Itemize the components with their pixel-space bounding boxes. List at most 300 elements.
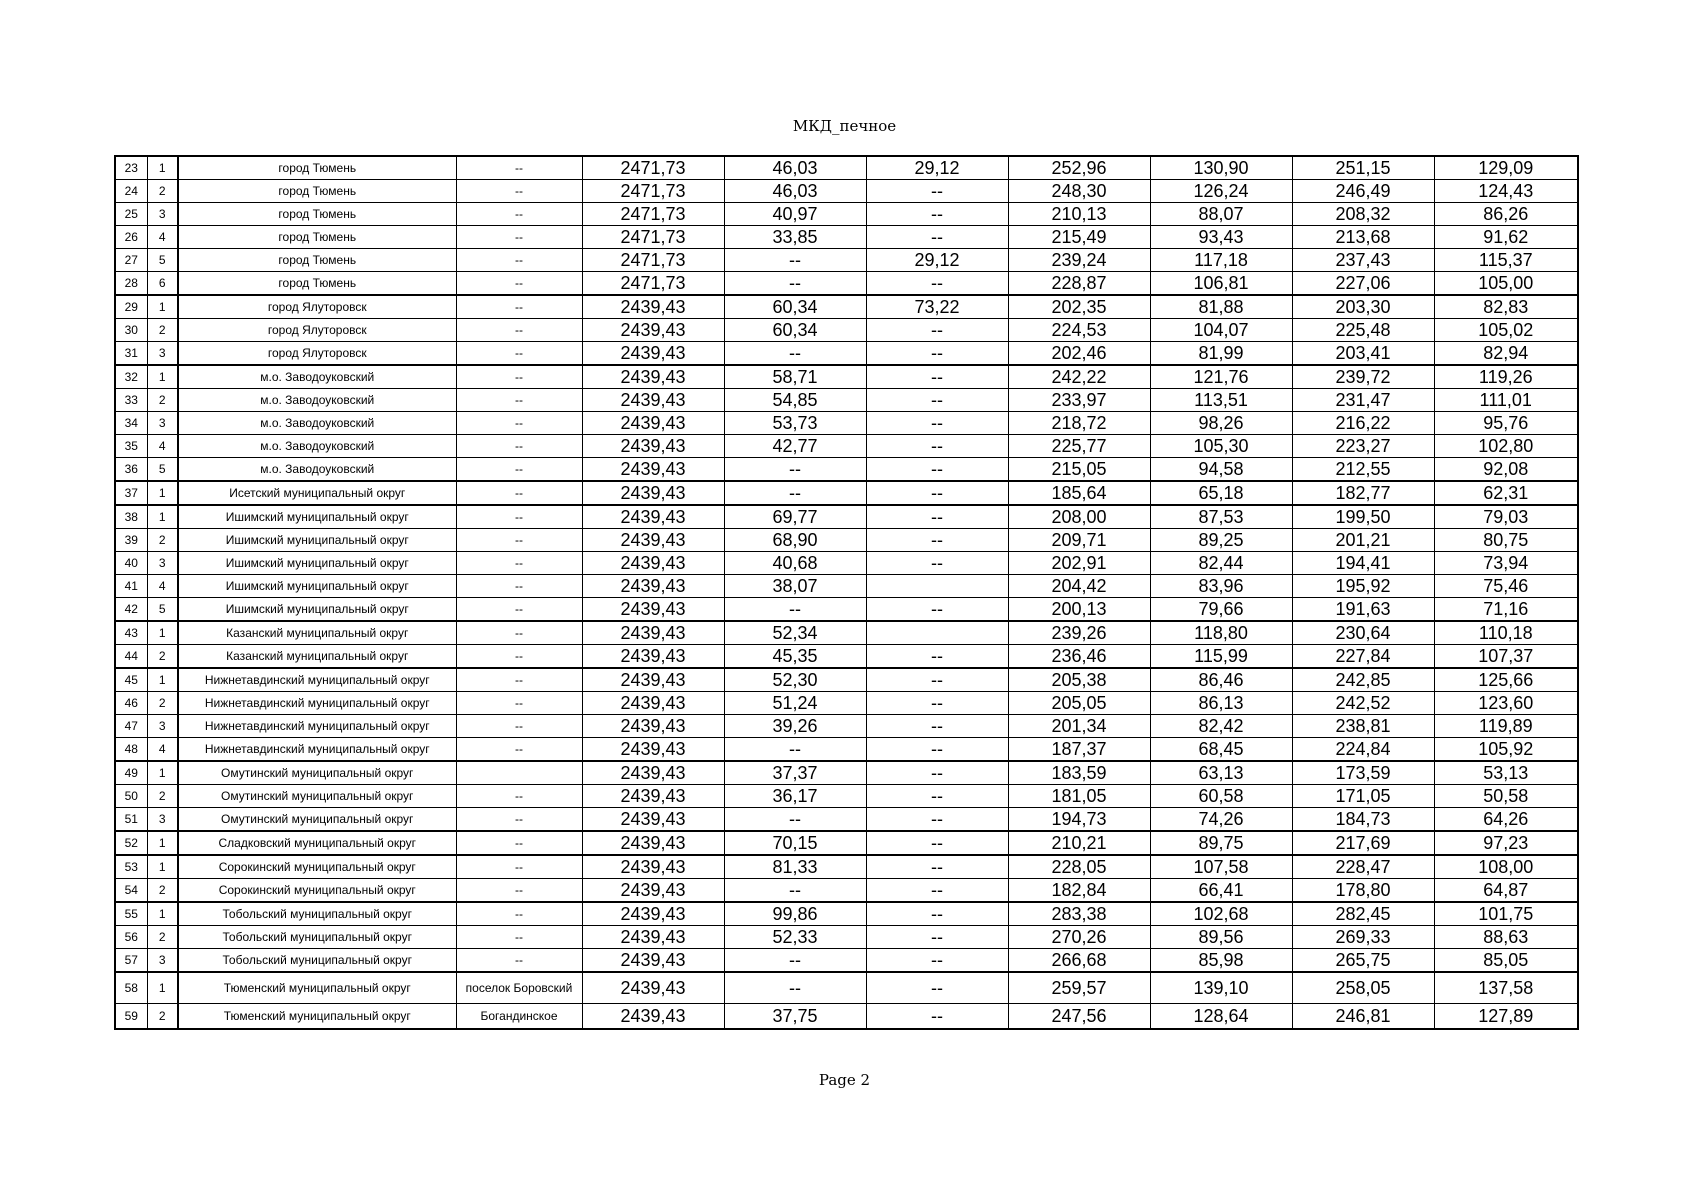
table-row (115, 249, 1578, 272)
value-cell: 80,75 (1434, 529, 1578, 552)
value-cell: 115,99 (1150, 645, 1292, 669)
settlement-cell: -- (456, 203, 582, 226)
value-cell: 2439,43 (582, 319, 724, 342)
value-cell: 242,22 (1008, 365, 1150, 389)
sub-number-cell: 2 (147, 180, 178, 203)
value-cell: 99,86 (724, 902, 866, 926)
value-cell: 201,21 (1292, 529, 1434, 552)
value-cell: 126,24 (1150, 180, 1292, 203)
value-cell: 2439,43 (582, 505, 724, 529)
value-cell: 130,90 (1150, 156, 1292, 180)
value-cell: 187,37 (1008, 738, 1150, 762)
value-cell: 218,72 (1008, 412, 1150, 435)
value-cell: 68,90 (724, 529, 866, 552)
value-cell: 246,81 (1292, 1004, 1434, 1030)
settlement-cell: -- (456, 249, 582, 272)
municipality-cell: Ишимский муниципальный округ (178, 529, 456, 552)
sub-number-cell: 2 (147, 389, 178, 412)
settlement-cell: -- (456, 295, 582, 319)
table-row (115, 692, 1578, 715)
settlement-cell: поселок Боровский (456, 972, 582, 1004)
value-cell: 2471,73 (582, 272, 724, 296)
value-cell: 237,43 (1292, 249, 1434, 272)
value-cell: 227,84 (1292, 645, 1434, 669)
municipality-cell: город Тюмень (178, 156, 456, 180)
sub-number-cell: 5 (147, 458, 178, 482)
table-row (115, 598, 1578, 622)
table-row (115, 272, 1578, 296)
value-cell: 82,44 (1150, 552, 1292, 575)
value-cell: 81,33 (724, 855, 866, 879)
municipality-cell: Казанский муниципальный округ (178, 621, 456, 645)
value-cell: -- (866, 972, 1008, 1004)
row-number-cell: 45 (115, 668, 147, 692)
value-cell: 119,26 (1434, 365, 1578, 389)
value-cell: 86,46 (1150, 668, 1292, 692)
value-cell: 269,33 (1292, 926, 1434, 949)
value-cell: 64,26 (1434, 808, 1578, 832)
value-cell: 128,64 (1150, 1004, 1292, 1030)
value-cell: 139,10 (1150, 972, 1292, 1004)
value-cell: 29,12 (866, 249, 1008, 272)
value-cell: 203,41 (1292, 342, 1434, 366)
value-cell: -- (866, 1004, 1008, 1030)
value-cell: 2439,43 (582, 458, 724, 482)
value-cell: 181,05 (1008, 785, 1150, 808)
sub-number-cell: 3 (147, 203, 178, 226)
value-cell: 2439,43 (582, 879, 724, 903)
value-cell: -- (724, 879, 866, 903)
value-cell: 2439,43 (582, 481, 724, 505)
value-cell: 228,05 (1008, 855, 1150, 879)
value-cell: 215,49 (1008, 226, 1150, 249)
value-cell: 89,25 (1150, 529, 1292, 552)
value-cell: 52,33 (724, 926, 866, 949)
value-cell: 115,37 (1434, 249, 1578, 272)
municipality-cell: Тобольский муниципальный округ (178, 949, 456, 973)
value-cell: 37,37 (724, 761, 866, 785)
value-cell: -- (724, 458, 866, 482)
sub-number-cell: 4 (147, 738, 178, 762)
sub-number-cell: 1 (147, 855, 178, 879)
value-cell: 208,32 (1292, 203, 1434, 226)
value-cell: -- (724, 808, 866, 832)
value-cell: 2471,73 (582, 226, 724, 249)
value-cell: 121,76 (1150, 365, 1292, 389)
value-cell: 2439,43 (582, 738, 724, 762)
value-cell: 60,34 (724, 295, 866, 319)
value-cell: 102,68 (1150, 902, 1292, 926)
value-cell: 258,05 (1292, 972, 1434, 1004)
page-number: Page 2 (818, 1071, 871, 1089)
value-cell: 2439,43 (582, 926, 724, 949)
settlement-cell: -- (456, 319, 582, 342)
settlement-cell: -- (456, 879, 582, 903)
value-cell: -- (866, 738, 1008, 762)
municipality-cell: Ишимский муниципальный округ (178, 598, 456, 622)
row-number-cell: 50 (115, 785, 147, 808)
municipality-cell: Тобольский муниципальный округ (178, 902, 456, 926)
table-row (115, 761, 1578, 785)
value-cell: 224,53 (1008, 319, 1150, 342)
table-row (115, 342, 1578, 366)
municipality-cell: город Тюмень (178, 249, 456, 272)
value-cell: -- (866, 855, 1008, 879)
settlement-cell: -- (456, 156, 582, 180)
value-cell: 224,84 (1292, 738, 1434, 762)
settlement-cell: -- (456, 926, 582, 949)
value-cell: -- (866, 761, 1008, 785)
settlement-cell: -- (456, 598, 582, 622)
value-cell: 86,26 (1434, 203, 1578, 226)
value-cell: 88,07 (1150, 203, 1292, 226)
value-cell: 173,59 (1292, 761, 1434, 785)
value-cell: 106,81 (1150, 272, 1292, 296)
value-cell: 108,00 (1434, 855, 1578, 879)
sub-number-cell: 1 (147, 156, 178, 180)
value-cell: 2471,73 (582, 156, 724, 180)
sub-number-cell: 5 (147, 249, 178, 272)
value-cell: -- (866, 879, 1008, 903)
value-cell: 195,92 (1292, 575, 1434, 598)
value-cell: 2439,43 (582, 575, 724, 598)
value-cell: 85,98 (1150, 949, 1292, 973)
value-cell: -- (866, 272, 1008, 296)
value-cell: 182,84 (1008, 879, 1150, 903)
settlement-cell: -- (456, 180, 582, 203)
value-cell: -- (724, 272, 866, 296)
value-cell: -- (724, 342, 866, 366)
value-cell: 129,09 (1434, 156, 1578, 180)
sub-number-cell: 4 (147, 575, 178, 598)
value-cell: 2439,43 (582, 621, 724, 645)
value-cell: 228,47 (1292, 855, 1434, 879)
value-cell: 2439,43 (582, 972, 724, 1004)
table-row (115, 949, 1578, 973)
value-cell: 182,77 (1292, 481, 1434, 505)
value-cell: -- (866, 715, 1008, 738)
value-cell: -- (866, 458, 1008, 482)
table-row (115, 319, 1578, 342)
value-cell: 227,06 (1292, 272, 1434, 296)
municipality-cell: город Тюмень (178, 226, 456, 249)
sub-number-cell: 1 (147, 668, 178, 692)
value-cell: -- (724, 481, 866, 505)
sub-number-cell: 1 (147, 831, 178, 855)
value-cell: 191,63 (1292, 598, 1434, 622)
value-cell: 231,47 (1292, 389, 1434, 412)
sub-number-cell: 1 (147, 761, 178, 785)
municipality-cell: Омутинский муниципальный округ (178, 785, 456, 808)
settlement-cell: -- (456, 692, 582, 715)
settlement-cell: -- (456, 785, 582, 808)
value-cell: 239,24 (1008, 249, 1150, 272)
row-number-cell: 51 (115, 808, 147, 832)
value-cell: 2439,43 (582, 949, 724, 973)
row-number-cell: 31 (115, 342, 147, 366)
value-cell: 60,58 (1150, 785, 1292, 808)
table-row (115, 203, 1578, 226)
value-cell: 102,80 (1434, 435, 1578, 458)
value-cell: -- (866, 319, 1008, 342)
value-cell: 101,75 (1434, 902, 1578, 926)
municipality-cell: Ишимский муниципальный округ (178, 552, 456, 575)
value-cell: 204,42 (1008, 575, 1150, 598)
value-cell: 113,51 (1150, 389, 1292, 412)
value-cell: 201,34 (1008, 715, 1150, 738)
value-cell: 2439,43 (582, 902, 724, 926)
value-cell: 52,34 (724, 621, 866, 645)
sub-number-cell: 3 (147, 949, 178, 973)
row-number-cell: 42 (115, 598, 147, 622)
value-cell: 58,71 (724, 365, 866, 389)
value-cell: -- (866, 505, 1008, 529)
value-cell: 2439,43 (582, 808, 724, 832)
value-cell: 2439,43 (582, 668, 724, 692)
sub-number-cell: 2 (147, 692, 178, 715)
value-cell: 2439,43 (582, 831, 724, 855)
value-cell: 265,75 (1292, 949, 1434, 973)
table-row (115, 715, 1578, 738)
sub-number-cell: 1 (147, 481, 178, 505)
municipality-cell: м.о. Заводоуковский (178, 435, 456, 458)
table-row (115, 645, 1578, 669)
table-row (115, 808, 1578, 832)
value-cell: -- (866, 598, 1008, 622)
sub-number-cell: 1 (147, 902, 178, 926)
value-cell: 60,34 (724, 319, 866, 342)
settlement-cell: -- (456, 412, 582, 435)
municipality-cell: город Тюмень (178, 180, 456, 203)
value-cell: 81,88 (1150, 295, 1292, 319)
value-cell: 2439,43 (582, 529, 724, 552)
sub-number-cell: 1 (147, 972, 178, 1004)
value-cell: 252,96 (1008, 156, 1150, 180)
value-cell: 89,75 (1150, 831, 1292, 855)
row-number-cell: 25 (115, 203, 147, 226)
value-cell: 53,13 (1434, 761, 1578, 785)
value-cell: 38,07 (724, 575, 866, 598)
row-number-cell: 46 (115, 692, 147, 715)
value-cell: 199,50 (1292, 505, 1434, 529)
value-cell: -- (866, 902, 1008, 926)
settlement-cell: -- (456, 668, 582, 692)
row-number-cell: 23 (115, 156, 147, 180)
value-cell: 63,13 (1150, 761, 1292, 785)
value-cell: 33,85 (724, 226, 866, 249)
municipality-cell: Омутинский муниципальный округ (178, 808, 456, 832)
municipality-cell: Омутинский муниципальный округ (178, 761, 456, 785)
value-cell: 74,26 (1150, 808, 1292, 832)
table-row (115, 552, 1578, 575)
value-cell: 242,85 (1292, 668, 1434, 692)
value-cell: 66,41 (1150, 879, 1292, 903)
table-row (115, 668, 1578, 692)
value-cell: 98,26 (1150, 412, 1292, 435)
settlement-cell: -- (456, 645, 582, 669)
value-cell: -- (866, 645, 1008, 669)
value-cell: 194,41 (1292, 552, 1434, 575)
row-number-cell: 36 (115, 458, 147, 482)
value-cell: 248,30 (1008, 180, 1150, 203)
value-cell: 51,24 (724, 692, 866, 715)
municipality-cell: город Ялуторовск (178, 342, 456, 366)
value-cell: 62,31 (1434, 481, 1578, 505)
value-cell: 68,45 (1150, 738, 1292, 762)
value-cell: 42,77 (724, 435, 866, 458)
municipality-cell: Нижнетавдинский муниципальный округ (178, 715, 456, 738)
value-cell: 210,13 (1008, 203, 1150, 226)
value-cell: 212,55 (1292, 458, 1434, 482)
value-cell: 73,94 (1434, 552, 1578, 575)
row-number-cell: 26 (115, 226, 147, 249)
settlement-cell: Богандинское (456, 1004, 582, 1030)
table-row (115, 621, 1578, 645)
value-cell: 37,75 (724, 1004, 866, 1030)
value-cell: 29,12 (866, 156, 1008, 180)
value-cell: 104,07 (1150, 319, 1292, 342)
table-row (115, 412, 1578, 435)
value-cell: 65,18 (1150, 481, 1292, 505)
value-cell: -- (866, 365, 1008, 389)
municipality-cell: Казанский муниципальный округ (178, 645, 456, 669)
value-cell: 107,58 (1150, 855, 1292, 879)
value-cell: 52,30 (724, 668, 866, 692)
value-cell: -- (866, 203, 1008, 226)
value-cell: 105,02 (1434, 319, 1578, 342)
value-cell: 171,05 (1292, 785, 1434, 808)
settlement-cell: -- (456, 949, 582, 973)
value-cell: 105,30 (1150, 435, 1292, 458)
settlement-cell: -- (456, 365, 582, 389)
row-number-cell: 33 (115, 389, 147, 412)
municipality-cell: город Ялуторовск (178, 295, 456, 319)
value-cell: 91,62 (1434, 226, 1578, 249)
sub-number-cell: 2 (147, 785, 178, 808)
row-number-cell: 59 (115, 1004, 147, 1030)
value-cell: 46,03 (724, 156, 866, 180)
value-cell: -- (866, 180, 1008, 203)
value-cell: 205,38 (1008, 668, 1150, 692)
value-cell: 2439,43 (582, 598, 724, 622)
municipality-cell: Тобольский муниципальный округ (178, 926, 456, 949)
value-cell: 2471,73 (582, 203, 724, 226)
row-number-cell: 39 (115, 529, 147, 552)
table-row (115, 435, 1578, 458)
value-cell: -- (866, 481, 1008, 505)
row-number-cell: 54 (115, 879, 147, 903)
value-cell: 2439,43 (582, 1004, 724, 1030)
municipality-cell: Ишимский муниципальный округ (178, 505, 456, 529)
municipality-cell: м.о. Заводоуковский (178, 389, 456, 412)
value-cell: 105,00 (1434, 272, 1578, 296)
sub-number-cell: 3 (147, 552, 178, 575)
value-cell: 259,57 (1008, 972, 1150, 1004)
value-cell: 85,05 (1434, 949, 1578, 973)
settlement-cell: -- (456, 855, 582, 879)
value-cell: -- (866, 389, 1008, 412)
value-cell: 137,58 (1434, 972, 1578, 1004)
value-cell: 82,42 (1150, 715, 1292, 738)
value-cell: -- (724, 249, 866, 272)
value-cell: 2439,43 (582, 715, 724, 738)
value-cell: 79,66 (1150, 598, 1292, 622)
table-row (115, 575, 1578, 598)
row-number-cell: 38 (115, 505, 147, 529)
settlement-cell: -- (456, 552, 582, 575)
table-row (115, 505, 1578, 529)
table-row (115, 855, 1578, 879)
value-cell: 246,49 (1292, 180, 1434, 203)
table-row (115, 972, 1578, 1004)
value-cell: -- (866, 529, 1008, 552)
row-number-cell: 57 (115, 949, 147, 973)
table-row (115, 226, 1578, 249)
municipality-cell: Сорокинский муниципальный округ (178, 879, 456, 903)
municipality-cell: город Тюмень (178, 203, 456, 226)
sub-number-cell: 3 (147, 808, 178, 832)
sub-number-cell: 5 (147, 598, 178, 622)
table-row (115, 1004, 1578, 1030)
row-number-cell: 55 (115, 902, 147, 926)
value-cell: 88,63 (1434, 926, 1578, 949)
row-number-cell: 44 (115, 645, 147, 669)
value-cell: 228,87 (1008, 272, 1150, 296)
value-cell: -- (724, 598, 866, 622)
value-cell: 202,35 (1008, 295, 1150, 319)
table-row (115, 902, 1578, 926)
value-cell: 105,92 (1434, 738, 1578, 762)
value-cell: 216,22 (1292, 412, 1434, 435)
row-number-cell: 56 (115, 926, 147, 949)
value-cell: 53,73 (724, 412, 866, 435)
value-cell: 185,64 (1008, 481, 1150, 505)
sub-number-cell: 1 (147, 505, 178, 529)
value-cell: -- (866, 226, 1008, 249)
row-number-cell: 53 (115, 855, 147, 879)
value-cell: 75,46 (1434, 575, 1578, 598)
value-cell: 79,03 (1434, 505, 1578, 529)
row-number-cell: 34 (115, 412, 147, 435)
value-cell: 202,46 (1008, 342, 1150, 366)
municipality-cell: Тюменский муниципальный округ (178, 1004, 456, 1030)
value-cell: 69,77 (724, 505, 866, 529)
table-row (115, 926, 1578, 949)
value-cell: 111,01 (1434, 389, 1578, 412)
table-row (115, 481, 1578, 505)
row-number-cell: 28 (115, 272, 147, 296)
value-cell: 194,73 (1008, 808, 1150, 832)
value-cell: 124,43 (1434, 180, 1578, 203)
value-cell: 40,68 (724, 552, 866, 575)
row-number-cell: 29 (115, 295, 147, 319)
value-cell: 2439,43 (582, 365, 724, 389)
sub-number-cell: 1 (147, 295, 178, 319)
value-cell: 82,94 (1434, 342, 1578, 366)
municipality-cell: м.о. Заводоуковский (178, 412, 456, 435)
value-cell (866, 575, 1008, 598)
value-cell: -- (866, 785, 1008, 808)
table-row (115, 879, 1578, 903)
value-cell: 208,00 (1008, 505, 1150, 529)
settlement-cell: -- (456, 621, 582, 645)
sub-number-cell: 1 (147, 621, 178, 645)
value-cell: 40,97 (724, 203, 866, 226)
sub-number-cell: 2 (147, 319, 178, 342)
value-cell: -- (724, 972, 866, 1004)
value-cell: -- (866, 342, 1008, 366)
municipality-cell: город Тюмень (178, 272, 456, 296)
